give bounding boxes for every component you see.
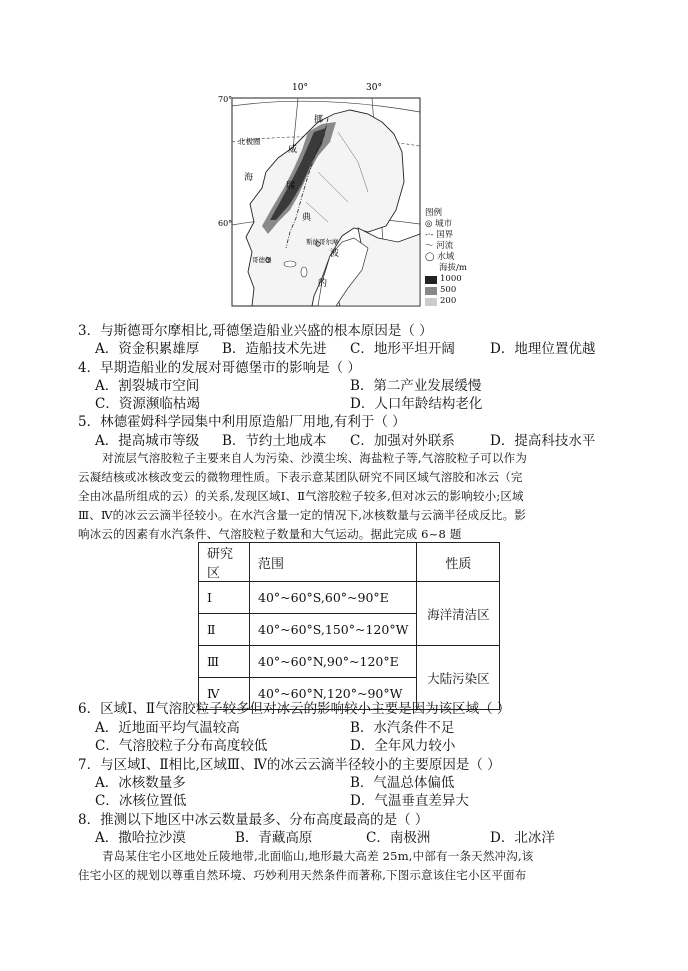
q3-option-b[interactable]: B．造船技术先进 [222,341,327,357]
zone-cell: Ⅰ [199,582,250,614]
q8-option-b[interactable]: B．青藏高原 [235,830,313,846]
q7-option-a[interactable]: A．冰核数量多 [95,775,186,791]
header-range: 范围 [250,543,417,582]
label-wei: 威 [288,145,298,155]
lake-vattern [301,267,307,277]
q3-option-d[interactable]: D．地理位置优越 [490,341,596,357]
q4-option-a[interactable]: A．割裂城市空间 [95,378,200,394]
label-rui: 瑞 [286,181,296,191]
passage-line-5: 响冰云的因素有水汽条件、气溶胶粒子数量和大气运动。据此完成 6~8 题 [78,527,462,541]
passage-qingdao [78,847,618,885]
range-cell: 40°~60°N,90°~120°E [250,646,417,678]
label-stockholm: 斯德哥尔摩 [306,238,339,246]
passage-line-4: Ⅲ、Ⅳ的冰云云滴半径较小。在水汽含量一定的情况下,冰核数量与云滴半径成反比。影 [78,508,527,522]
elev-1000-swatch [425,276,437,284]
zone-cell: Ⅱ [199,614,250,646]
nature-cell-continent: 大陆污染区 [417,646,500,710]
header-nature: 性质 [417,543,500,582]
q3-option-a[interactable]: A．资金积累雄厚 [95,341,200,357]
range-cell: 40°~60°S,150°~120°W [250,614,417,646]
legend-title: 图例 [425,208,443,218]
zone-cell: Ⅳ [199,678,250,710]
label-goteborg: 哥德堡 [252,256,272,264]
question-8-stem: 8．推测以下地区中冰云数量最多、分布高度最高的是（ ） [78,812,429,828]
label-arctic-circle: 北极圈 [238,137,261,146]
passage2-line-2: 住宅小区的规划以尊重自然环境、巧妙利用天然条件而著称,下图示意该住宅小区平面布 [78,868,527,882]
legend-item-river: 〜 河流 [425,241,454,251]
q8-option-a[interactable]: A．撒哈拉沙漠 [95,830,186,846]
label-dian: 典 [302,213,312,223]
q5-option-d[interactable]: D．提高科技水平 [490,433,596,449]
label-de: 的 [318,279,328,289]
question-6-stem: 6．区域Ⅰ、Ⅱ气溶胶粒子较多但对冰云的影响较小主要是因为该区域（ ） [78,701,511,717]
question-5-stem: 5．林德霍姆科学园集中利用原造船厂用地,有利于（ ） [78,414,406,430]
elev-200-swatch [425,298,437,306]
passage2-line-1: 青岛某住宅小区地处丘陵地带,北面临山,地形最大高差 25m,中部有一条天然冲沟,该 [102,849,534,863]
passage-line-3: 全由冰晶所组成的云）的关系,发现区域Ⅰ、Ⅱ气溶胶粒子较多,但对冰云的影响较小;区域 [78,489,524,503]
q8-option-d[interactable]: D．北冰洋 [490,830,555,846]
q7-option-c[interactable]: C．冰核位置低 [95,793,187,809]
legend-elev-500: 500 [425,285,485,296]
table-row [199,646,500,678]
lat-label-60: 60° [218,219,233,228]
range-cell: 40°~60°N,120°~90°W [250,678,417,710]
header-zone: 研究区 [199,543,250,582]
legend-elev-200: 200 [425,296,485,307]
q5-option-c[interactable]: C．加强对外联系 [350,433,455,449]
legend-item-city: ◎ 城市 [425,219,453,229]
legend-item-water: ◯ 水域 [425,252,455,262]
water-icon: ◯ [425,252,435,262]
q4-option-c[interactable]: C．资源濒临枯竭 [95,396,200,412]
q5-option-a[interactable]: A．提高城市等级 [95,433,200,449]
label-bo: 波 [330,249,340,259]
table-header-row [199,543,500,582]
lat-label-70: 70° [218,95,233,104]
zone-cell: Ⅲ [199,646,250,678]
passage-aerosol [78,449,618,544]
legend-item-elevation: 海拔/m [439,263,467,273]
q6-option-d[interactable]: D．全年风力较小 [350,738,456,754]
q7-option-b[interactable]: B．气温总体偏低 [350,775,455,791]
research-zone-table [198,542,500,710]
label-hai: 海 [244,173,254,183]
q3-option-c[interactable]: C．地形平坦开阔 [350,341,455,357]
question-7-stem: 7．与区域Ⅰ、Ⅱ相比,区域Ⅲ、Ⅳ的冰云云滴半径较小的主要原因是（ ） [78,757,501,773]
q8-option-c[interactable]: C．南极洲 [366,830,431,846]
map-legend [425,208,485,307]
lake-vanern [284,261,296,267]
q6-option-c[interactable]: C．气溶胶粒子分布高度较低 [95,738,268,754]
elev-500-swatch [425,287,437,295]
question-4-stem: 4．早期造船业的发展对哥德堡市的影响是（ ） [78,360,361,376]
lon-label-10: 10° [292,83,308,93]
border-icon: -·- [425,230,434,240]
river-icon: 〜 [425,241,434,251]
table-row [199,582,500,614]
scandinavia-map [218,83,423,314]
passage-line-2: 云凝结核或冰核改变云的微物理性质。下表示意某团队研究不同区域气溶胶和冰云（完 [78,470,523,484]
city-icon: ◎ [425,219,433,229]
nature-cell-ocean: 海洋清洁区 [417,582,500,646]
passage-line-1: 对流层气溶胶粒子主要来自人为污染、沙漠尘埃、海盐粒子等,气溶胶粒子可以作为 [102,451,528,465]
lon-label-30: 30° [366,83,382,93]
legend-elev-1000: 1000 [425,274,485,285]
question-3-stem: 3．与斯德哥尔摩相比,哥德堡造船业兴盛的根本原因是（ ） [78,323,433,339]
q4-option-b[interactable]: B．第二产业发展缓慢 [350,378,482,394]
q5-option-b[interactable]: B．节约土地成本 [222,433,327,449]
label-nuo: 挪 [314,115,324,125]
q6-option-a[interactable]: A．近地面平均气温较高 [95,720,240,736]
q7-option-d[interactable]: D．气温垂直差异大 [350,793,469,809]
range-cell: 40°~60°S,60°~90°E [250,582,417,614]
q6-option-b[interactable]: B．水汽条件不足 [350,720,455,736]
legend-item-border: -·- 国界 [425,230,454,240]
q4-option-d[interactable]: D．人口年龄结构老化 [350,396,483,412]
